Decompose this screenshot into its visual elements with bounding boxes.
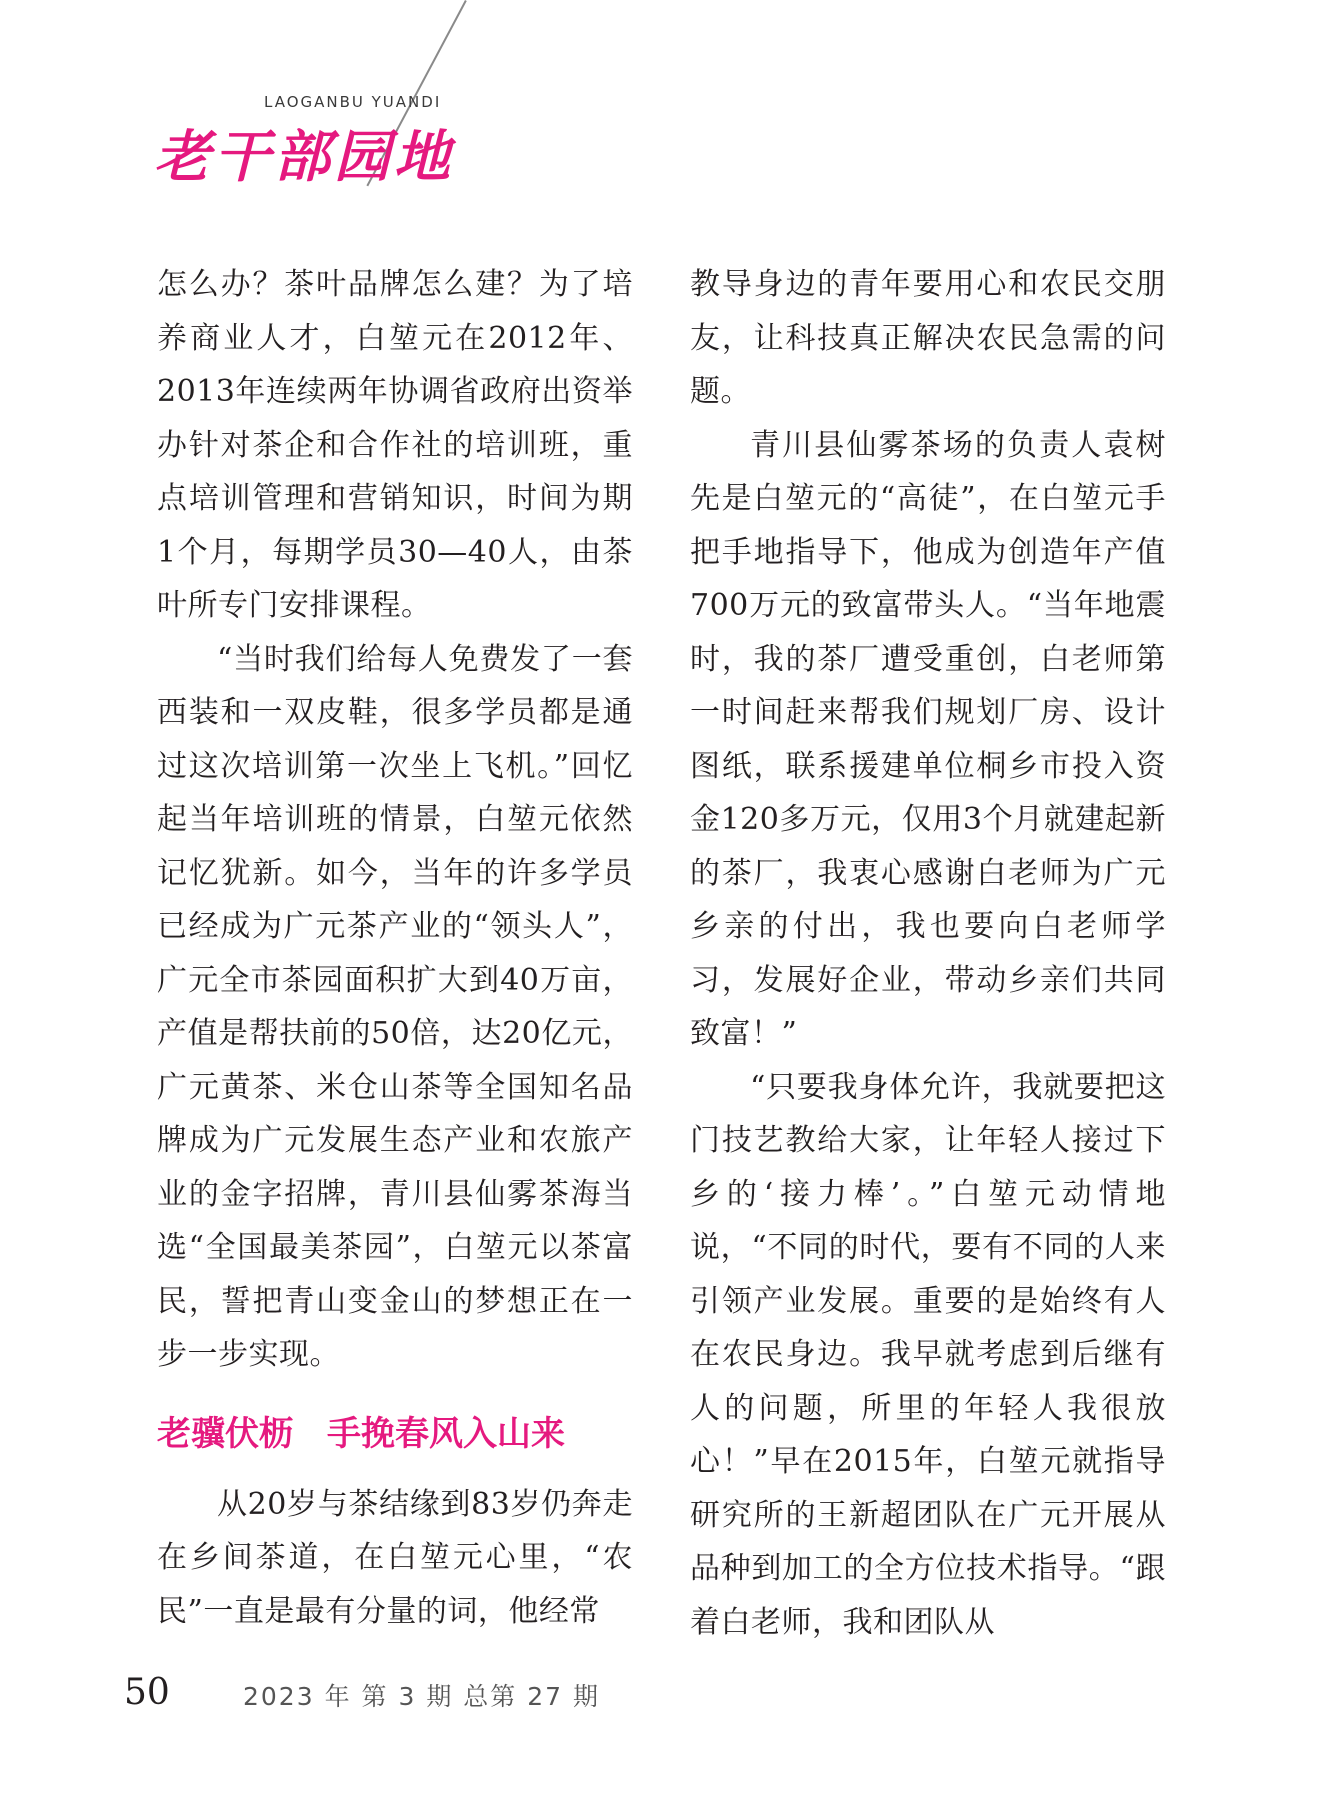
column-pinyin-label: LAOGANBU YUANDI xyxy=(264,93,442,111)
section-heading: 老骥伏枥 手挽春风入山来 xyxy=(157,1413,565,1454)
right-column xyxy=(690,258,1166,1649)
right-paragraph-2: 青川县仙雾茶场的负责人袁树先是白堃元的“高徒”，在白堃元手把手地指导下，他成为创造年产值700万元的致富带头人。“当年地震时，我的茶厂遭受重创，白老师第一时间赶来帮我们规划厂房、设计图纸，联系援建单位桐乡市投入资金120多万元，仅用3个月就建起新的茶厂，我衷心感谢白老师为广元乡亲的付出，我也要向白老师学习，发展好企业，带动乡亲们共同致富！” xyxy=(690,427,1166,1051)
left-paragraph-2: “当时我们给每人免费发了一套西装和一双皮鞋，很多学员都是通过这次培训第一次坐上飞机。”回忆起当年培训班的情景，白堃元依然记忆犹新。如今，当年的许多学员已经成为广元茶产业的“领头人”，广元全市茶园面积扩大到40万亩，产值是帮扶前的50倍，达20亿元，广元黄茶、米仓山茶等全国知名品牌成为广元发展生态产业和农旅产业的金字招牌，青川县仙雾茶海当选“全国最美茶园”，白堃元以茶富民，誓把青山变金山的梦想正在一步一步实现。 xyxy=(157,641,633,1372)
page-number: 50 xyxy=(124,1672,170,1713)
left-paragraph-3: 从20岁与茶结缘到83岁仍奔走在乡间茶道，在白堃元心里，“农民”一直是最有分量的词，他经常 xyxy=(157,1486,633,1629)
left-paragraph-1: 怎么办？茶叶品牌怎么建？为了培养商业人才，白堃元在2012年、2013年连续两年协调省政府出资举办针对茶企和合作社的培训班，重点培训管理和营销知识，时间为期1个月，每期学员30—40人，由茶叶所专门安排课程。 xyxy=(157,267,633,623)
column-title-logo: 老干部园地 xyxy=(154,124,454,190)
issue-info: 2023 年 第 3 期 总第 27 期 xyxy=(243,1682,600,1711)
left-column xyxy=(157,258,633,1638)
right-paragraph-3: “只要我身体允许，我就要把这门技艺教给大家，让年轻人接过下乡的‘接力棒’。”白堃元动情地说，“不同的时代，要有不同的人来引领产业发展。重要的是始终有人在农民身边。我早就考虑到后继有人的问题，所里的年轻人我很放心！”早在2015年，白堃元就指导研究所的王新超团队在广元开展从品种到加工的全方位技术指导。“跟着白老师，我和团队从 xyxy=(690,1069,1166,1640)
right-paragraph-1: 教导身边的青年要用心和农民交朋友，让科技真正解决农民急需的问题。 xyxy=(690,267,1166,409)
